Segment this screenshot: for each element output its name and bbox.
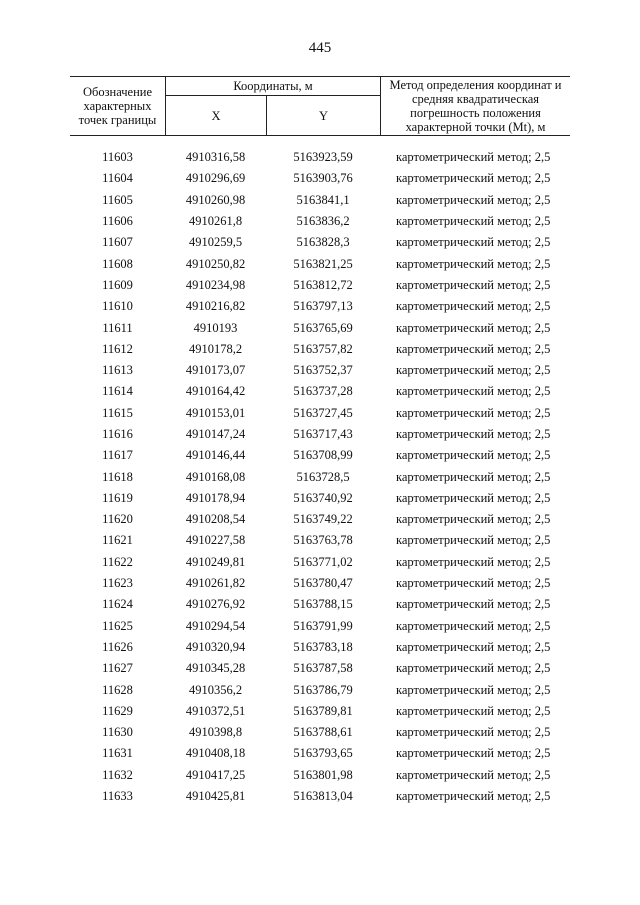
point-id-cell: 11615 bbox=[102, 405, 133, 420]
coord-x-cell: 4910408,18 bbox=[185, 746, 246, 761]
method-cell: картометрический метод; 2,5 bbox=[396, 639, 551, 654]
table-row bbox=[70, 466, 570, 487]
coord-x-cell: 4910345,28 bbox=[185, 661, 246, 676]
coord-y-cell: 5163783,18 bbox=[293, 639, 353, 654]
point-id-cell: 11632 bbox=[102, 767, 133, 782]
coord-x-cell: 4910216,82 bbox=[185, 299, 246, 314]
coord-y-cell: 5163801,98 bbox=[293, 767, 353, 782]
coord-x-cell: 4910294,54 bbox=[185, 618, 246, 633]
coord-y-cell: 5163836,2 bbox=[296, 214, 350, 229]
coord-y-cell: 5163841,1 bbox=[296, 192, 350, 207]
point-id-cell: 11630 bbox=[102, 725, 133, 740]
coord-y-cell: 5163903,76 bbox=[293, 171, 353, 186]
table-row bbox=[70, 147, 570, 168]
coord-y-cell: 5163813,04 bbox=[293, 789, 353, 804]
coord-y-cell: 5163923,59 bbox=[293, 150, 353, 165]
header-y: Y bbox=[318, 108, 329, 123]
method-cell: картометрический метод; 2,5 bbox=[396, 554, 551, 569]
table-row bbox=[70, 403, 570, 424]
coord-y-cell: 5163752,37 bbox=[293, 363, 353, 378]
table-row bbox=[70, 573, 570, 594]
point-id-cell: 11605 bbox=[102, 192, 133, 207]
coord-y-cell: 5163780,47 bbox=[293, 576, 353, 591]
coord-y-cell: 5163749,22 bbox=[293, 512, 353, 527]
method-cell: картометрический метод; 2,5 bbox=[396, 320, 551, 335]
coord-x-cell: 4910260,98 bbox=[185, 192, 246, 207]
coord-y-cell: 5163765,69 bbox=[293, 320, 353, 335]
coord-y-cell: 5163793,65 bbox=[293, 746, 353, 761]
coord-y-cell: 5163812,72 bbox=[293, 277, 353, 292]
point-id-cell: 11621 bbox=[102, 533, 133, 548]
coord-y-cell: 5163717,43 bbox=[293, 427, 353, 441]
table-row bbox=[70, 190, 570, 211]
point-id-cell: 11626 bbox=[102, 639, 133, 654]
coord-y-cell: 5163821,25 bbox=[293, 256, 353, 271]
table-row bbox=[70, 722, 570, 743]
method-cell: картометрический метод; 2,5 bbox=[396, 618, 551, 633]
coord-y-cell: 5163757,82 bbox=[293, 341, 353, 356]
point-id-cell: 11606 bbox=[102, 214, 133, 229]
method-cell: картометрический метод; 2,5 bbox=[396, 384, 551, 399]
point-id-cell: 11620 bbox=[102, 512, 133, 527]
coord-x-cell: 4910193 bbox=[193, 320, 238, 335]
table-row bbox=[70, 381, 570, 402]
method-cell: картометрический метод; 2,5 bbox=[396, 277, 551, 292]
method-cell: картометрический метод; 2,5 bbox=[396, 703, 551, 718]
coord-y-cell: 5163787,58 bbox=[293, 661, 353, 676]
point-id-cell: 11609 bbox=[102, 277, 133, 292]
method-cell: картометрический метод; 2,5 bbox=[396, 490, 551, 505]
header-point-designation: Обозначение характерных точек границы bbox=[78, 85, 157, 127]
coord-x-cell: 4910249,81 bbox=[185, 554, 246, 569]
table-header bbox=[70, 76, 570, 136]
point-id-cell: 11628 bbox=[102, 682, 133, 697]
table-row bbox=[70, 552, 570, 573]
method-cell: картометрический метод; 2,5 bbox=[396, 256, 551, 271]
point-id-cell: 11611 bbox=[102, 320, 133, 335]
coord-y-cell: 5163771,02 bbox=[293, 554, 353, 569]
coord-x-cell: 4910234,98 bbox=[185, 277, 246, 292]
method-cell: картометрический метод; 2,5 bbox=[396, 427, 551, 441]
point-id-cell: 11618 bbox=[102, 469, 133, 484]
table-row bbox=[70, 637, 570, 658]
coord-x-cell: 4910261,8 bbox=[188, 214, 243, 229]
point-id-cell: 11629 bbox=[102, 703, 133, 718]
coord-y-cell: 5163737,28 bbox=[293, 384, 353, 399]
coord-y-cell: 5163791,99 bbox=[293, 618, 353, 633]
point-id-cell: 11633 bbox=[102, 789, 133, 804]
method-cell: картометрический метод; 2,5 bbox=[396, 469, 551, 484]
coord-y-cell: 5163728,5 bbox=[296, 469, 350, 484]
table-row bbox=[70, 360, 570, 381]
table-row bbox=[70, 296, 570, 317]
point-id-cell: 11631 bbox=[102, 746, 133, 761]
page-number: 445 bbox=[308, 40, 332, 56]
point-id-cell: 11627 bbox=[102, 661, 133, 676]
table-row bbox=[70, 445, 570, 466]
coord-x-cell: 4910178,94 bbox=[185, 490, 246, 505]
table-row bbox=[70, 275, 570, 296]
table-row bbox=[70, 530, 570, 551]
method-cell: картометрический метод; 2,5 bbox=[396, 235, 551, 250]
point-id-cell: 11617 bbox=[102, 448, 133, 463]
coord-x-cell: 4910147,24 bbox=[185, 427, 246, 441]
coord-y-cell: 5163786,79 bbox=[293, 682, 353, 697]
coord-x-cell: 4910146,44 bbox=[185, 448, 246, 463]
method-cell: картометрический метод; 2,5 bbox=[396, 725, 551, 740]
coord-x-cell: 4910296,69 bbox=[185, 171, 246, 186]
coord-x-cell: 4910398,8 bbox=[188, 725, 243, 740]
table-row bbox=[70, 488, 570, 509]
coord-x-cell: 4910164,42 bbox=[185, 384, 246, 399]
method-cell: картометрический метод; 2,5 bbox=[396, 576, 551, 591]
coord-x-cell: 4910178,2 bbox=[188, 341, 243, 356]
table-row bbox=[70, 211, 570, 232]
table-row bbox=[70, 743, 570, 764]
coord-x-cell: 4910372,51 bbox=[185, 703, 246, 718]
method-cell: картометрический метод; 2,5 bbox=[396, 214, 551, 229]
method-cell: картометрический метод; 2,5 bbox=[396, 767, 551, 782]
coord-y-cell: 5163789,81 bbox=[293, 703, 353, 718]
point-id-cell: 11603 bbox=[102, 150, 133, 165]
method-cell: картометрический метод; 2,5 bbox=[396, 192, 551, 207]
coord-x-cell: 4910208,54 bbox=[185, 512, 246, 527]
coord-y-cell: 5163797,13 bbox=[293, 299, 353, 314]
coord-y-cell: 5163788,15 bbox=[293, 597, 353, 612]
coord-y-cell: 5163708,99 bbox=[293, 448, 353, 463]
table-row bbox=[70, 616, 570, 637]
point-id-cell: 11623 bbox=[102, 576, 133, 591]
method-cell: картометрический метод; 2,5 bbox=[396, 789, 551, 804]
method-cell: картометрический метод; 2,5 bbox=[396, 746, 551, 761]
point-id-cell: 11619 bbox=[102, 490, 133, 505]
table-row bbox=[70, 679, 570, 700]
table-row bbox=[70, 168, 570, 189]
point-id-cell: 11614 bbox=[102, 384, 133, 399]
table-row bbox=[70, 765, 570, 786]
table-row bbox=[70, 701, 570, 722]
point-id-cell: 11622 bbox=[102, 554, 133, 569]
coord-x-cell: 4910356,2 bbox=[188, 682, 243, 697]
coord-x-cell: 4910276,92 bbox=[185, 597, 246, 612]
method-cell: картометрический метод; 2,5 bbox=[396, 150, 551, 165]
coord-x-cell: 4910153,01 bbox=[185, 405, 246, 420]
point-id-cell: 11607 bbox=[102, 235, 133, 250]
coord-x-cell: 4910261,82 bbox=[185, 576, 246, 591]
coord-x-cell: 4910227,58 bbox=[185, 533, 246, 548]
point-id-cell: 11608 bbox=[102, 256, 133, 271]
table-row bbox=[70, 786, 570, 807]
method-cell: картометрический метод; 2,5 bbox=[396, 363, 551, 378]
method-cell: картометрический метод; 2,5 bbox=[396, 341, 551, 356]
coord-x-cell: 4910168,08 bbox=[185, 469, 246, 484]
method-cell: картометрический метод; 2,5 bbox=[396, 171, 551, 186]
table-row bbox=[70, 253, 570, 274]
method-cell: картометрический метод; 2,5 bbox=[396, 448, 551, 463]
table-row bbox=[70, 509, 570, 530]
point-id-cell: 11624 bbox=[102, 597, 133, 612]
point-id-cell: 11610 bbox=[102, 299, 133, 314]
method-cell: картометрический метод; 2,5 bbox=[396, 533, 551, 548]
header-x: X bbox=[211, 108, 221, 123]
coord-x-cell: 4910320,94 bbox=[185, 639, 246, 654]
coord-x-cell: 4910259,5 bbox=[188, 235, 243, 250]
method-cell: картометрический метод; 2,5 bbox=[396, 661, 551, 676]
table-row bbox=[70, 424, 570, 445]
table-row bbox=[70, 339, 570, 360]
header-coordinates: Координаты, м bbox=[233, 78, 313, 93]
coord-x-cell: 4910250,82 bbox=[185, 256, 246, 271]
coord-y-cell: 5163828,3 bbox=[296, 235, 350, 250]
coord-y-cell: 5163763,78 bbox=[293, 533, 353, 548]
table-row bbox=[70, 658, 570, 679]
coord-y-cell: 5163788,61 bbox=[293, 725, 353, 740]
coord-x-cell: 4910417,25 bbox=[185, 767, 246, 782]
method-cell: картометрический метод; 2,5 bbox=[396, 299, 551, 314]
method-cell: картометрический метод; 2,5 bbox=[396, 597, 551, 612]
header-method: Метод определения координат и средняя квадратическая погрешность положения характерной точки (Mt), м bbox=[389, 78, 562, 134]
method-cell: картометрический метод; 2,5 bbox=[396, 682, 551, 697]
table-row bbox=[70, 317, 570, 338]
point-id-cell: 11616 bbox=[102, 427, 133, 441]
coord-y-cell: 5163740,92 bbox=[293, 490, 353, 505]
coord-x-cell: 4910173,07 bbox=[185, 363, 246, 378]
coord-y-cell: 5163727,45 bbox=[293, 405, 353, 420]
coord-x-cell: 4910316,58 bbox=[185, 150, 246, 165]
table-row bbox=[70, 232, 570, 253]
point-id-cell: 11613 bbox=[102, 363, 133, 378]
point-id-cell: 11625 bbox=[102, 618, 133, 633]
table-body bbox=[70, 147, 570, 807]
point-id-cell: 11604 bbox=[102, 171, 133, 186]
method-cell: картометрический метод; 2,5 bbox=[396, 405, 551, 420]
coord-x-cell: 4910425,81 bbox=[185, 789, 246, 804]
table-row bbox=[70, 594, 570, 615]
method-cell: картометрический метод; 2,5 bbox=[396, 512, 551, 527]
point-id-cell: 11612 bbox=[102, 341, 133, 356]
